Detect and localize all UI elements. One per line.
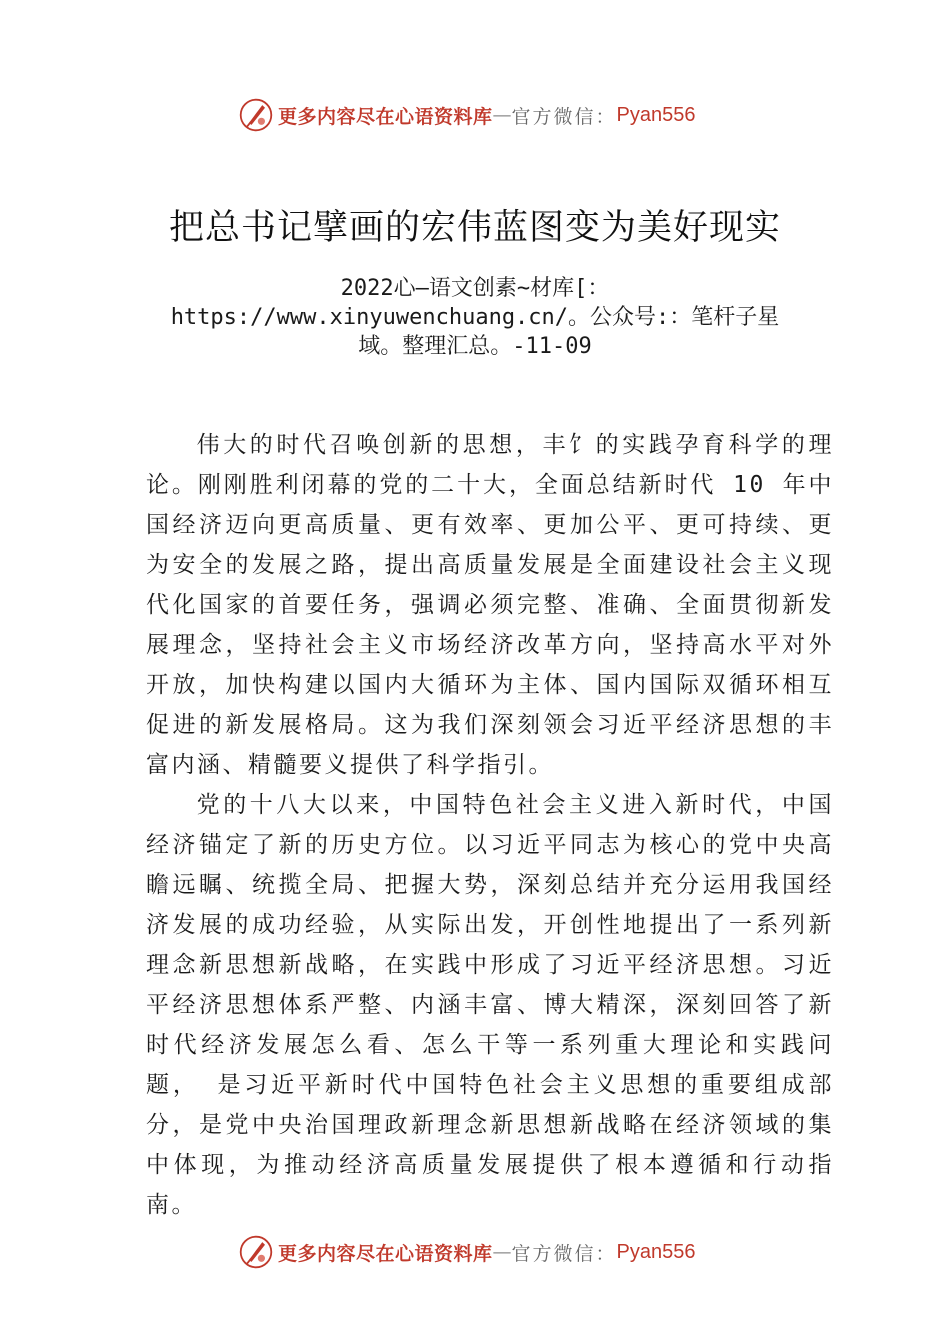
body-paragraph: 伟大的时代召唤创新的思想，丰饣的实践孕育科学的理论。刚刚胜利闭幕的党的二十大，全面总结新时代 10 年中国经济迈向更高质量、更有效率、更加公平、更可持续、更为安全的发展之路，提出高质量发展是全面建设社会主义现代化国家的首要任务，强调必须完整、准确、全面贯彻新发展理念，坚持社会主义市场经济改革方向，坚持高水平对外开放，加快构建以国内大循环为主体、国内国际双循环相互促进的新发展格局。这为我们深刻领会习近平经济思想的丰富内涵、精髓要义提供了科学指引。: [146, 432, 834, 778]
banner-separator: —: [492, 1241, 512, 1263]
banner-wechat-id: Pyan556: [616, 1240, 696, 1263]
banner-brand-text: 更多内容尽在心语资料库: [278, 105, 493, 128]
banner-wechat-label: 官方微信：: [511, 1242, 617, 1265]
document-title: 把总书记擘画的宏伟蓝图变为美好现实: [168, 208, 781, 248]
footer-banner: [238, 1232, 738, 1272]
article-body: [146, 425, 834, 1225]
body-paragraph: 党的十八大以来，中国特色社会主义进入新时代，中国经济锚定了新的历史方位。以习近平同志为核心的党中央高瞻远瞩、统揽全局、把握大势，深刻总结并充分运用我国经济发展的成功经验，从实际出发，开创性地提出了一系列新 理念新思想新战略，在实践中形成了习近平经济思想。习近 平经济思想体系严整、内涵丰富、博大精深，深刻回答了新 时代经济发展怎么看、怎么干等一系列重大理论和实践问题， 是习近平新时代中国特色社会主义思想的重要组成部分，是党中央治国理政新理念新思想新战略在经济领域的集中体现，为推动经济高质量发展提供了根本遵循和行动指南。: [146, 792, 834, 1218]
document-source-line: 2022心—语文创素~材库[：https://www.xinyuwenchuang.cn/。公众号:：笔杆子星域。整理汇总。-11-09: [170, 276, 780, 359]
banner-wechat-id: Pyan556: [616, 103, 696, 126]
header-banner: [238, 95, 738, 135]
banner-separator: —: [492, 104, 512, 126]
quill-pen-seal-icon: [238, 97, 274, 133]
banner-brand-text: 更多内容尽在心语资料库: [278, 1242, 493, 1265]
banner-wechat-label: 官方微信：: [511, 105, 617, 128]
quill-pen-seal-icon: [238, 1234, 274, 1270]
